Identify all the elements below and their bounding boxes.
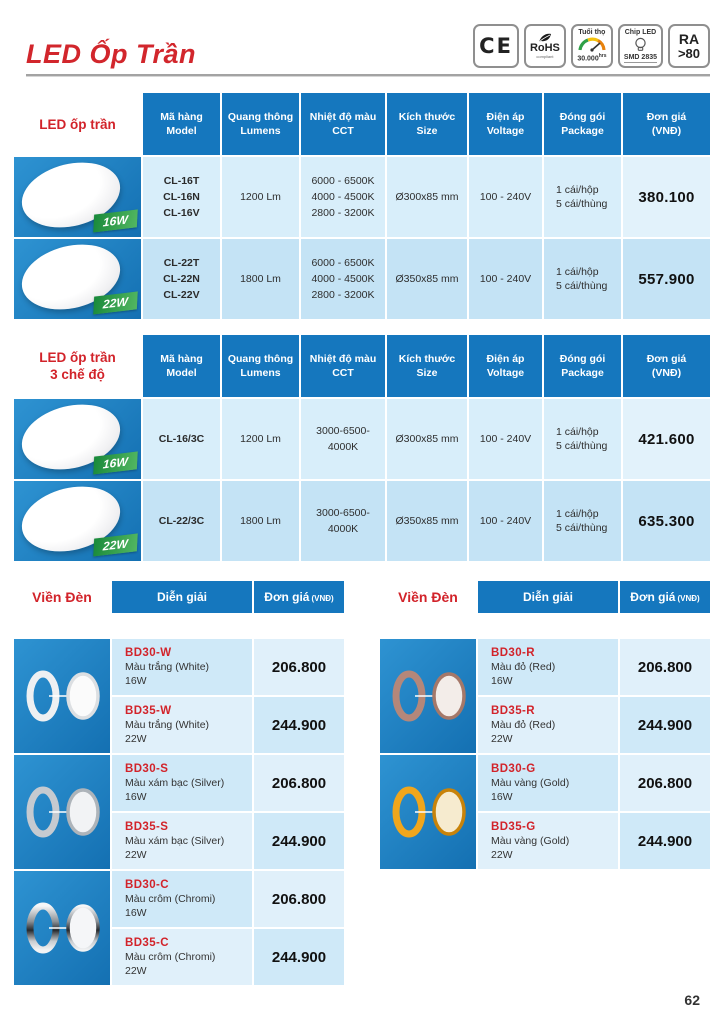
cell-price: 557.900 [623, 239, 710, 319]
ce-label: CE [479, 34, 513, 58]
col-header-cct: Nhiệt độ màu CCT [301, 335, 385, 397]
rim-right-title: Viền Đèn [380, 581, 476, 613]
table2-label: LED ốp trần 3 chế độ [14, 335, 141, 397]
cell-lumens: 1200 Lm [222, 399, 299, 479]
cell-cct: 3000-6500-4000K [301, 399, 385, 479]
rim-item-bd30g: BD30-G Màu vàng (Gold) 16W [478, 755, 618, 811]
title-underline [26, 74, 710, 77]
cell-price: 421.600 [623, 399, 710, 479]
cell-package: 1 cái/hộp 5 cái/thùng [544, 481, 621, 561]
col-header-package: Đóng gói Package [544, 93, 621, 155]
ring-and-lamp-icon [19, 783, 105, 841]
rim-item-bd30c: BD30-C Màu crôm (Chromi) 16W [112, 871, 252, 927]
product-photo-cl16-3c [14, 399, 141, 479]
lifespan-value: $30.000^{hrs}$ [577, 52, 607, 63]
ra-value: >80 [677, 45, 701, 61]
cell-package: 1 cái/hộp 5 cái/thùng [544, 157, 621, 237]
wattage-badge: 22W [94, 291, 138, 314]
rim-item-bd30s: BD30-S Màu xám bạc (Silver) 16W [112, 755, 252, 811]
col-header-model: Mã hàng Model [143, 93, 220, 155]
col-header-package: Đóng gói Package [544, 335, 621, 397]
ce-mark-icon [473, 24, 519, 68]
cell-lumens: 1800 Lm [222, 481, 299, 561]
product-photo-cl16 [14, 157, 141, 237]
ra-label: RA [678, 30, 700, 47]
rohs-label: RoHS [529, 42, 560, 54]
rim-left-header-desc: Diễn giải [112, 581, 252, 613]
chip-type: SMD 2835 [623, 54, 657, 61]
cell-lumens: 1200 Lm [222, 157, 299, 237]
cell-model: CL-22/3C [143, 481, 220, 561]
col-header-lumens: Quang thông Lumens [222, 93, 299, 155]
col-header-size: Kích thước Size [387, 335, 467, 397]
rim-photo-silver [14, 755, 110, 869]
col-header-price: Đơn giá (VNĐ) [623, 93, 710, 155]
lifespan-badge [571, 24, 613, 68]
table1-label: LED ốp trần [14, 93, 141, 155]
col-header-lumens: Quang thông Lumens [222, 335, 299, 397]
rim-left-header-price: Đơn giá (VNĐ) [254, 581, 344, 613]
rim-price-bd35c: 244.900 [254, 929, 344, 985]
chip-led-badge [618, 24, 663, 68]
rim-right-header-price: Đơn giá (VNĐ) [620, 581, 710, 613]
rim-item-bd35s: BD35-S Màu xám bạc (Silver) 22W [112, 813, 252, 869]
rim-right-header-desc: Diễn giải [478, 581, 618, 613]
cell-voltage: 100 - 240V [469, 157, 542, 237]
cell-lumens: 1800 Lm [222, 239, 299, 319]
cell-voltage: 100 - 240V [469, 399, 542, 479]
cell-voltage: 100 - 240V [469, 239, 542, 319]
cell-size: Ø300x85 mm [387, 157, 467, 237]
wattage-badge: 16W [94, 209, 138, 232]
cell-model: CL-16/3C [143, 399, 220, 479]
cell-cct: 6000 - 6500K 4000 - 4500K 2800 - 3200K [301, 157, 385, 237]
rohs-sub-label: compliant [536, 54, 554, 59]
rim-price-bd35r: 244.900 [620, 697, 710, 753]
rohs-badge [524, 24, 566, 68]
rim-item-bd35r: BD35-R Màu đỏ (Red) 22W [478, 697, 618, 753]
rim-left-title: Viền Đèn [14, 581, 110, 613]
cell-size: Ø300x85 mm [387, 399, 467, 479]
rim-price-bd35s: 244.900 [254, 813, 344, 869]
rim-item-bd30w: BD30-W Màu trắng (White) 16W [112, 639, 252, 695]
rim-table-right [380, 581, 710, 985]
col-header-voltage: Điện áp Voltage [469, 335, 542, 397]
rim-photo-red [380, 639, 476, 753]
cell-size: Ø350x85 mm [387, 239, 467, 319]
col-header-size: Kích thước Size [387, 93, 467, 155]
bulb-icon [634, 37, 647, 53]
gauge-icon [577, 37, 607, 52]
rim-photo-gold [380, 755, 476, 869]
cell-size: Ø350x85 mm [387, 481, 467, 561]
page-header [14, 24, 710, 70]
cell-model: CL-22T CL-22N CL-22V [143, 239, 220, 319]
rim-photo-white [14, 639, 110, 753]
table-led-op-tran-3-che-do [14, 335, 710, 561]
cell-cct: 6000 - 6500K 4000 - 4500K 2800 - 3200K [301, 239, 385, 319]
certification-badges [473, 24, 710, 68]
cell-cct: 3000-6500-4000K [301, 481, 385, 561]
rim-item-bd35g: BD35-G Màu vàng (Gold) 22W [478, 813, 618, 869]
product-photo-cl22 [14, 239, 141, 319]
wattage-badge: 16W [94, 451, 138, 474]
rim-price-bd30c: 206.800 [254, 871, 344, 927]
rim-item-bd30r: BD30-R Màu đỏ (Red) 16W [478, 639, 618, 695]
rim-item-bd35c: BD35-C Màu crôm (Chromi) 22W [112, 929, 252, 985]
cell-model: CL-16T CL-16N CL-16V [143, 157, 220, 237]
wattage-badge: 22W [94, 533, 138, 556]
col-header-voltage: Điện áp Voltage [469, 93, 542, 155]
rim-price-bd30g: 206.800 [620, 755, 710, 811]
ra-badge [668, 24, 710, 68]
rim-price-bd35g: 244.900 [620, 813, 710, 869]
cell-price: 635.300 [623, 481, 710, 561]
col-header-cct: Nhiệt độ màu CCT [301, 93, 385, 155]
rim-tables-row [14, 581, 710, 985]
ring-and-lamp-icon [19, 667, 105, 725]
col-header-model: Mã hàng Model [143, 335, 220, 397]
cell-package: 1 cái/hộp 5 cái/thùng [544, 239, 621, 319]
chip-title: Chip LED [624, 29, 657, 36]
col-header-price: Đơn giá (VNĐ) [623, 335, 710, 397]
rim-price-bd30s: 206.800 [254, 755, 344, 811]
cell-voltage: 100 - 240V [469, 481, 542, 561]
table-led-op-tran [14, 93, 710, 319]
lifespan-title: Tuổi thọ [578, 28, 606, 36]
rim-table-left [14, 581, 344, 985]
rim-price-bd30r: 206.800 [620, 639, 710, 695]
rim-price-bd30w: 206.800 [254, 639, 344, 695]
rim-price-bd35w: 244.900 [254, 697, 344, 753]
page-number: 62 [684, 992, 700, 1008]
product-photo-cl22-3c [14, 481, 141, 561]
cell-package: 1 cái/hộp 5 cái/thùng [544, 399, 621, 479]
ring-and-lamp-icon [385, 783, 471, 841]
cell-price: 380.100 [623, 157, 710, 237]
ring-and-lamp-icon [19, 899, 105, 957]
page-title: LED Ốp Trần [26, 39, 197, 69]
rim-item-bd35w: BD35-W Màu trắng (White) 22W [112, 697, 252, 753]
ring-and-lamp-icon [385, 667, 471, 725]
rim-photo-chrome [14, 871, 110, 985]
